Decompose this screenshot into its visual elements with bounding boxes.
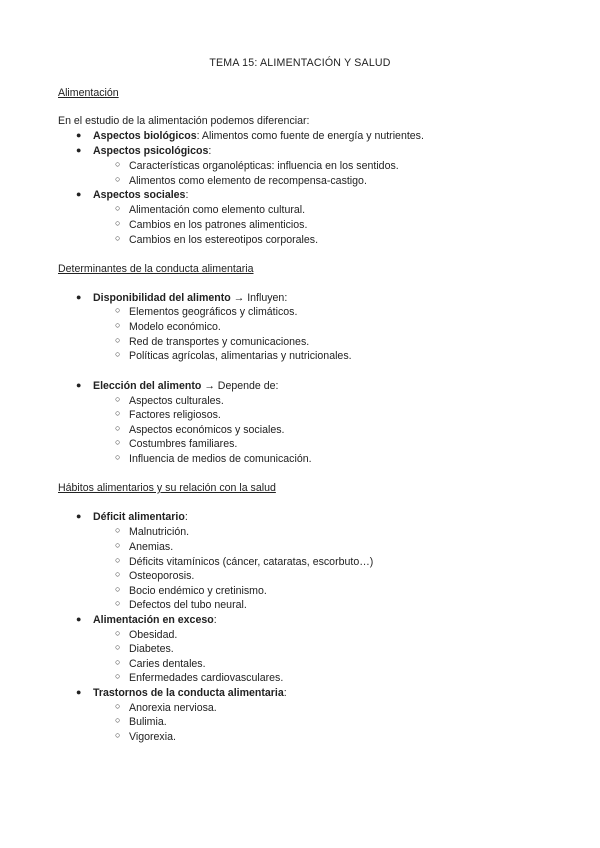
sub-list-item xyxy=(115,642,174,655)
bullet-icon: ● xyxy=(76,292,82,302)
sub-list-item xyxy=(115,437,238,450)
circle-bullet-icon: ○ xyxy=(115,628,121,638)
circle-bullet-icon: ○ xyxy=(115,423,121,433)
sub-list-item xyxy=(115,540,174,553)
sub-list-item xyxy=(115,335,310,348)
item-label-bold: Disponibilidad del alimento xyxy=(93,292,231,304)
sub-item-text: Alimentos como elemento de recompensa-castigo. xyxy=(129,175,367,187)
list-item xyxy=(76,130,424,142)
sub-list-item xyxy=(115,671,284,684)
circle-bullet-icon: ○ xyxy=(115,569,121,579)
list-item xyxy=(76,292,288,304)
bullet-icon: ● xyxy=(76,380,82,390)
list-item xyxy=(76,511,188,523)
sub-list-item xyxy=(115,628,178,641)
sub-item-text: Malnutrición. xyxy=(129,526,190,538)
bullet-icon: ● xyxy=(76,614,82,624)
item-label-bold: Alimentación en exceso xyxy=(93,614,214,626)
sub-item-text: Influencia de medios de comunicación. xyxy=(129,453,312,465)
sub-list-item xyxy=(115,159,399,172)
circle-bullet-icon: ○ xyxy=(115,671,121,681)
circle-bullet-icon: ○ xyxy=(115,584,121,594)
item-text: : Alimentos como fuente de energía y nutrientes. xyxy=(196,130,424,142)
sub-item-text: Anemias. xyxy=(129,541,174,553)
circle-bullet-icon: ○ xyxy=(115,320,121,330)
intro-text: En el estudio de la alimentación podemos diferenciar: xyxy=(58,115,310,127)
sub-item-text: Enfermedades cardiovasculares. xyxy=(129,672,284,684)
sub-item-text: Defectos del tubo neural. xyxy=(129,599,247,611)
sub-item-text: Bulimia. xyxy=(129,716,167,728)
sub-item-text: Déficits vitamínicos (cáncer, cataratas, escorbuto…) xyxy=(129,556,374,568)
circle-bullet-icon: ○ xyxy=(115,452,121,462)
sub-item-text: Caries dentales. xyxy=(129,658,206,670)
sub-list-item xyxy=(115,203,306,216)
sub-list-item xyxy=(115,525,190,538)
sub-item-text: Cambios en los estereotipos corporales. xyxy=(129,234,319,246)
circle-bullet-icon: ○ xyxy=(115,394,121,404)
item-label-bold: Aspectos biológicos xyxy=(93,130,197,142)
list-item xyxy=(76,614,217,626)
circle-bullet-icon: ○ xyxy=(115,159,121,169)
sub-list-item xyxy=(115,394,224,407)
sub-item-text: Osteoporosis. xyxy=(129,570,195,582)
item-label-bold: Aspectos psicológicos xyxy=(93,145,209,157)
list-item xyxy=(76,687,287,699)
sub-item-text: Políticas agrícolas, alimentarias y nutricionales. xyxy=(129,350,352,362)
circle-bullet-icon: ○ xyxy=(115,657,121,667)
bullet-icon: ● xyxy=(76,189,82,199)
sub-list-item xyxy=(115,320,221,333)
bullet-icon: ● xyxy=(76,511,82,521)
sub-list-item xyxy=(115,452,312,465)
section-heading-habitos: Hábitos alimentarios y su relación con la salud xyxy=(58,482,276,494)
sub-item-text: Diabetes. xyxy=(129,643,174,655)
circle-bullet-icon: ○ xyxy=(115,598,121,608)
sub-list-item xyxy=(115,233,319,246)
sub-list-item xyxy=(115,730,176,743)
circle-bullet-icon: ○ xyxy=(115,540,121,550)
item-label-bold: Déficit alimentario xyxy=(93,511,185,523)
sub-list-item xyxy=(115,701,217,714)
sub-item-text: Red de transportes y comunicaciones. xyxy=(129,336,310,348)
list-item xyxy=(76,189,189,201)
sub-item-text: Aspectos culturales. xyxy=(129,395,224,407)
circle-bullet-icon: ○ xyxy=(115,642,121,652)
sub-item-text: Modelo económico. xyxy=(129,321,221,333)
sub-item-text: Vigorexia. xyxy=(129,731,176,743)
item-label-bold: Elección del alimento xyxy=(93,380,202,392)
sub-item-text: Elementos geográficos y climáticos. xyxy=(129,306,298,318)
sub-list-item xyxy=(115,218,308,231)
circle-bullet-icon: ○ xyxy=(115,335,121,345)
circle-bullet-icon: ○ xyxy=(115,555,121,565)
sub-item-text: Obesidad. xyxy=(129,629,178,641)
sub-list-item xyxy=(115,305,298,318)
circle-bullet-icon: ○ xyxy=(115,701,121,711)
circle-bullet-icon: ○ xyxy=(115,233,121,243)
sub-list-item xyxy=(115,569,195,582)
sub-list-item xyxy=(115,423,285,436)
item-text: → Depende de: xyxy=(201,380,279,392)
item-text: → Influyen: xyxy=(230,292,288,304)
sub-item-text: Características organolépticas: influencia en los sentidos. xyxy=(129,160,399,172)
sub-list-item xyxy=(115,598,247,611)
bullet-icon: ● xyxy=(76,687,82,697)
sub-list-item xyxy=(115,349,352,362)
sub-item-text: Factores religiosos. xyxy=(129,409,221,421)
item-label-bold: Aspectos sociales xyxy=(93,189,186,201)
circle-bullet-icon: ○ xyxy=(115,349,121,359)
section-heading-determinantes: Determinantes de la conducta alimentaria xyxy=(58,263,254,275)
circle-bullet-icon: ○ xyxy=(115,218,121,228)
sub-item-text: Aspectos económicos y sociales. xyxy=(129,424,285,436)
item-label-bold: Trastornos de la conducta alimentaria xyxy=(93,687,284,699)
sub-list-item xyxy=(115,555,374,568)
circle-bullet-icon: ○ xyxy=(115,437,121,447)
circle-bullet-icon: ○ xyxy=(115,730,121,740)
item-text: : xyxy=(283,687,287,699)
item-text: : xyxy=(208,145,212,157)
sub-list-item xyxy=(115,408,221,421)
circle-bullet-icon: ○ xyxy=(115,525,121,535)
circle-bullet-icon: ○ xyxy=(115,203,121,213)
section-heading-alimentacion: Alimentación xyxy=(58,87,119,99)
circle-bullet-icon: ○ xyxy=(115,174,121,184)
sub-list-item xyxy=(115,174,367,187)
sub-item-text: Cambios en los patrones alimenticios. xyxy=(129,219,308,231)
item-text: : xyxy=(184,511,188,523)
list-item xyxy=(76,380,279,392)
sub-list-item xyxy=(115,715,167,728)
page-title: TEMA 15: ALIMENTACIÓN Y SALUD xyxy=(209,57,391,69)
sub-list-item xyxy=(115,657,206,670)
sub-list-item xyxy=(115,584,267,597)
circle-bullet-icon: ○ xyxy=(115,305,121,315)
item-text: : xyxy=(213,614,217,626)
circle-bullet-icon: ○ xyxy=(115,715,121,725)
sub-item-text: Alimentación como elemento cultural. xyxy=(129,204,306,216)
sub-item-text: Bocio endémico y cretinismo. xyxy=(129,585,267,597)
sub-item-text: Costumbres familiares. xyxy=(129,438,238,450)
item-text: : xyxy=(185,189,189,201)
bullet-icon: ● xyxy=(76,130,82,140)
list-item xyxy=(76,145,212,157)
bullet-icon: ● xyxy=(76,145,82,155)
sub-item-text: Anorexia nerviosa. xyxy=(129,702,217,714)
circle-bullet-icon: ○ xyxy=(115,408,121,418)
